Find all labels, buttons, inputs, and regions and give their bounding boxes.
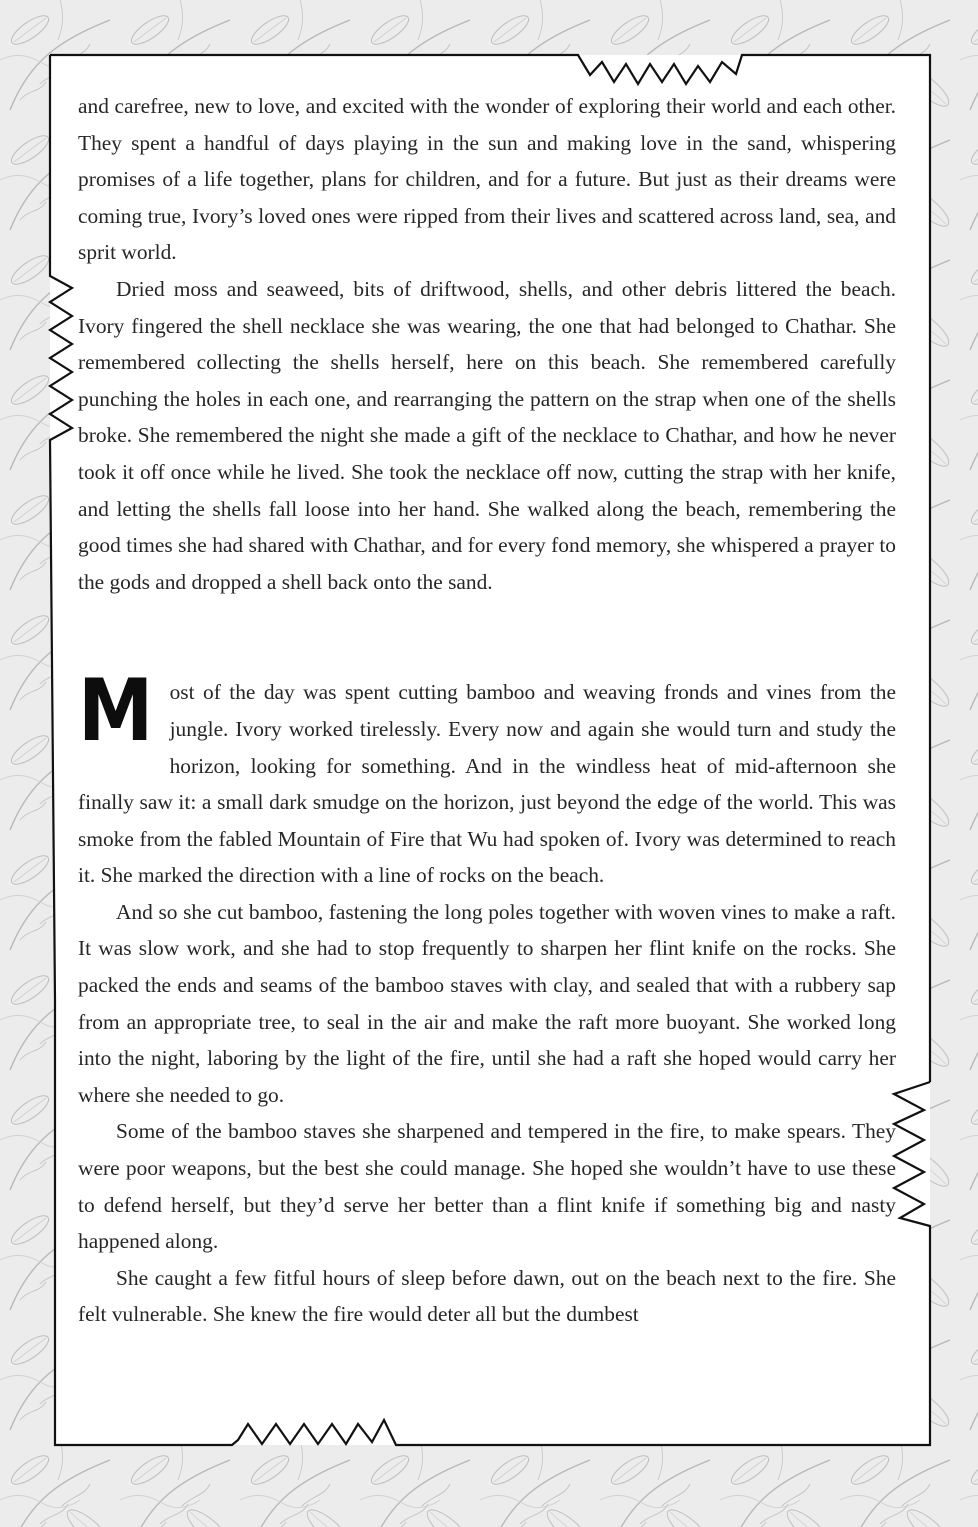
story-text [78, 88, 896, 1333]
drop-cap: M [78, 661, 154, 762]
paragraph-text: ost of the day was spent cutting bamboo and weaving fronds and vines from the jungle. Ivory worked tirelessly. Every now and again she would turn and study the horizon, looking for something. And in the windless heat of mid-afternoon she finally saw it: a small dark smudge on the horizon, just beyond the edge of the world. This was smoke from the fabled Mountain of Fire that Wu had spoken of. Ivory was determined to reach it. She marked the direction with a line of rocks on the beach. [78, 680, 896, 888]
section-break [78, 600, 896, 674]
paragraph: Dried moss and seaweed, bits of driftwood, shells, and other debris littered the beach. Ivory fingered the shell necklace she was wearing, the one that had belonged to Chathar. She remembered collecting the shells herself, here on this beach. She remembered carefully punching the holes in each one, and rearranging the pattern on the strap when one of the shells broke. She remembered the night she made a gift of the necklace to Chathar, and how he never took it off once while he lived. She took the necklace off now, cutting the strap with her knife, and letting the shells fall loose into her hand. She walked along the beach, remembering the good times she had shared with Chathar, and for every fond memory, she whispered a prayer to the gods and dropped a shell back onto the sand. [78, 276, 896, 594]
section-opening-paragraph [78, 661, 896, 894]
paragraph: and carefree, new to love, and excited with the wonder of exploring their world and each other. They spent a handful of days playing in the sun and making love in the sand, whispering promises of a life together, plans for children, and for a future. But just as their dreams were coming true, Ivory’s loved ones were ripped from their lives and scattered across land, sea, and sprit world. [78, 94, 896, 265]
paragraph: Some of the bamboo staves she sharpened and tempered in the fire, to make spears. They were poor weapons, but the best she could manage. She hoped she wouldn’t have to use these to defend herself, but they’d serve her better than a flint knife if something big and nasty happened along. [78, 1119, 896, 1254]
paragraph: And so she cut bamboo, fastening the long poles together with woven vines to make a raft. It was slow work, and she had to stop frequently to sharpen her flint knife on the rocks. She packed the ends and seams of the bamboo staves with clay, and sealed that with a rubbery sap from an appropriate tree, to seal in the air and make the raft more buoyant. She worked long into the night, laboring by the light of the fire, until she had a raft she hoped would carry her where she needed to go. [78, 899, 896, 1107]
paragraph: She caught a few fitful hours of sleep before dawn, out on the beach next to the fire. She felt vulnerable. She knew the fire would deter all but the dumbest [78, 1265, 896, 1327]
